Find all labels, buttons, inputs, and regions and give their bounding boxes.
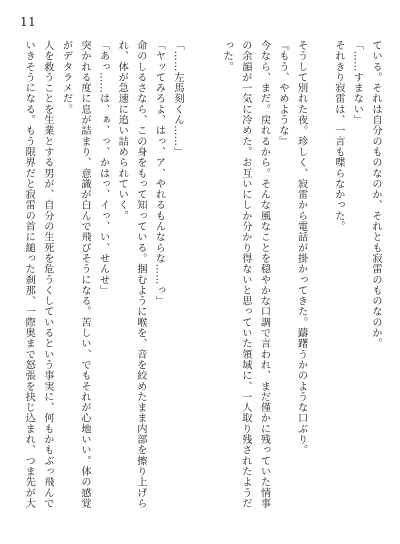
paragraph: 命のしるさなら、この身をもって知っている。掴むように喉を、音を絞めたまま内部を擦り上げられ、体が急速に追い詰められていく。 bbox=[116, 40, 146, 509]
page-number: 11 bbox=[20, 15, 37, 29]
paragraph: 今なら、まだ。戻れるから。そんな風なことを穏やかな口調で言われ、まだ僅かに残っていた情事の余韻が一気に冷めた。お互いにしか分かり得ないと思っていた領域に、一人取り残されたようだった。 bbox=[221, 40, 270, 509]
paragraph: それきり寂雷は、一言も喋らなかった。 bbox=[332, 40, 344, 232]
paragraph: 突かれる度に息が詰まり、意識が白んで飛びそうになる。苦しい、でもそれが心地いい。体の感覚がデタラメだ。 bbox=[60, 40, 91, 509]
upper-text-block bbox=[216, 40, 384, 518]
paragraph: 「あっ……は、ぁ、っ、かはっ、イっ、い、せんせ」 bbox=[97, 40, 109, 296]
lower-text-block bbox=[18, 40, 186, 518]
paragraph: 「ヤッてみろよ、はっ、ア、やれるもんならな……っ」 bbox=[153, 40, 165, 307]
paragraph: そうして別れた夜。珍しく、寂雷から電話が掛かってきた。躊躇うかのような口ぶり。 bbox=[295, 40, 307, 456]
paragraph: 人を救うことを生業とする男が、自分の生死を危うくしているという事実に、何もかもぶっ飛んでいきそうになる。もう限界だと寂雷の首に縋った刹那、一際奥まで怒張を抉じ込まれ、つま先が大 bbox=[23, 40, 53, 509]
paragraph: ている。それは自分のものなのか、それとも寂雷のものなのか。 bbox=[370, 40, 381, 349]
paragraph: 「……すまない」 bbox=[351, 40, 363, 126]
paragraph bbox=[216, 40, 217, 518]
paragraph: 『もう、やめような』 bbox=[277, 40, 289, 147]
blank-line bbox=[310, 40, 329, 518]
paragraph: 「……左馬刻くん……」 bbox=[172, 40, 183, 158]
